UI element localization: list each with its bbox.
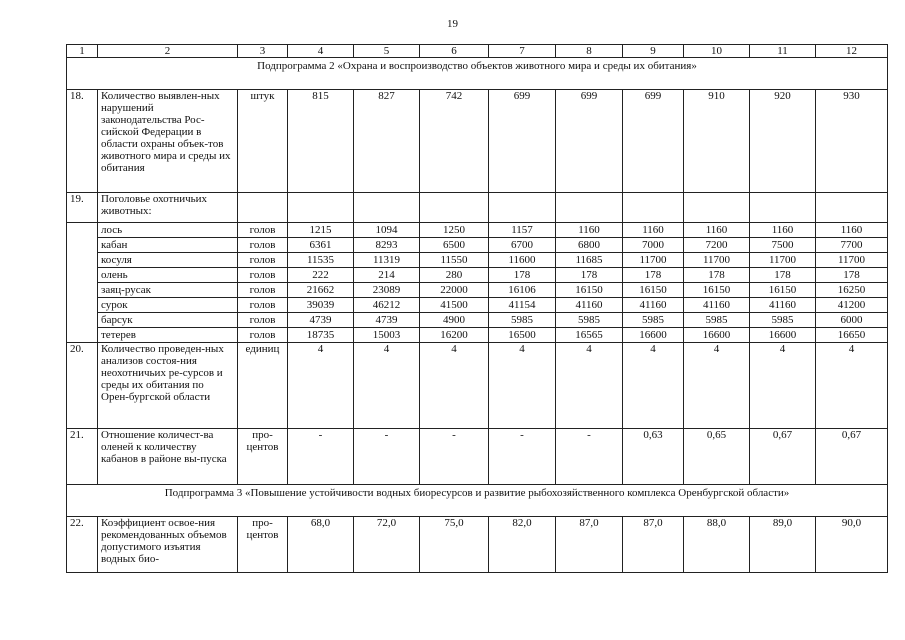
value-cell: 46212 xyxy=(354,298,420,313)
row-number: 21. xyxy=(67,429,98,485)
value-cell: 16650 xyxy=(816,328,888,343)
value-cell: 1160 xyxy=(684,223,750,238)
row-number: 19. xyxy=(67,193,98,223)
value-cell: 178 xyxy=(684,268,750,283)
column-header: 5 xyxy=(354,45,420,58)
value-cell: 16200 xyxy=(420,328,489,343)
column-header: 3 xyxy=(238,45,288,58)
value-cell: 178 xyxy=(816,268,888,283)
animal-name: тетерев xyxy=(98,328,238,343)
value-cell: 280 xyxy=(420,268,489,283)
value-cell: 11319 xyxy=(354,253,420,268)
value-cell: 5985 xyxy=(623,313,684,328)
empty-cell xyxy=(750,193,816,223)
unit: про-центов xyxy=(238,429,288,485)
value-cell: 16600 xyxy=(684,328,750,343)
empty-cell xyxy=(816,193,888,223)
value-cell: 11600 xyxy=(489,253,556,268)
value-cell: 41160 xyxy=(623,298,684,313)
value-cell: 4 xyxy=(684,343,750,429)
indicator-row-row22 xyxy=(67,517,888,573)
value-cell: 4 xyxy=(623,343,684,429)
value-cell: 22000 xyxy=(420,283,489,298)
row-number xyxy=(67,298,98,313)
value-cell: 4739 xyxy=(354,313,420,328)
row-number xyxy=(67,253,98,268)
value-cell: - xyxy=(354,429,420,485)
value-cell: 699 xyxy=(556,90,623,193)
animal-name: барсук xyxy=(98,313,238,328)
value-cell: 8293 xyxy=(354,238,420,253)
row-number xyxy=(67,328,98,343)
animal-name: кабан xyxy=(98,238,238,253)
animal-row xyxy=(67,283,888,298)
row-number xyxy=(67,268,98,283)
animal-name: лось xyxy=(98,223,238,238)
empty-cell xyxy=(354,193,420,223)
empty-cell xyxy=(489,193,556,223)
animal-name: олень xyxy=(98,268,238,283)
unit: про-центов xyxy=(238,517,288,573)
value-cell: 742 xyxy=(420,90,489,193)
value-cell: 1160 xyxy=(816,223,888,238)
indicator-name: Количество выявлен-ных нарушений законодательства Рос-сийской Федерации в области охраны объек-тов животного мира и среды их обитания xyxy=(98,90,238,193)
value-cell: 1094 xyxy=(354,223,420,238)
subprogram-title: Подпрограмма 2 «Охрана и воспроизводство объектов животного мира и среды их обитания» xyxy=(67,58,888,90)
value-cell: 15003 xyxy=(354,328,420,343)
value-cell: 1215 xyxy=(288,223,354,238)
value-cell: 6000 xyxy=(816,313,888,328)
animal-name: косуля xyxy=(98,253,238,268)
value-cell: 1160 xyxy=(623,223,684,238)
value-cell: 7700 xyxy=(816,238,888,253)
value-cell: 41154 xyxy=(489,298,556,313)
value-cell: 41160 xyxy=(556,298,623,313)
value-cell: 214 xyxy=(354,268,420,283)
value-cell: 4 xyxy=(489,343,556,429)
value-cell: 0,65 xyxy=(684,429,750,485)
column-header: 2 xyxy=(98,45,238,58)
value-cell: 4 xyxy=(750,343,816,429)
indicator-row-row20 xyxy=(67,343,888,429)
animal-row xyxy=(67,298,888,313)
value-cell: 5985 xyxy=(489,313,556,328)
indicators-table xyxy=(66,44,888,573)
value-cell: 1157 xyxy=(489,223,556,238)
value-cell: 5985 xyxy=(556,313,623,328)
value-cell: 39039 xyxy=(288,298,354,313)
value-cell: 16600 xyxy=(750,328,816,343)
unit: единиц xyxy=(238,343,288,429)
value-cell: 21662 xyxy=(288,283,354,298)
unit: голов xyxy=(238,283,288,298)
indicator-row-row19 xyxy=(67,193,888,223)
value-cell: - xyxy=(556,429,623,485)
value-cell: 82,0 xyxy=(489,517,556,573)
value-cell: 72,0 xyxy=(354,517,420,573)
unit: голов xyxy=(238,268,288,283)
value-cell: 4 xyxy=(354,343,420,429)
value-cell: 16150 xyxy=(750,283,816,298)
value-cell: 87,0 xyxy=(623,517,684,573)
value-cell: 18735 xyxy=(288,328,354,343)
animal-row xyxy=(67,223,888,238)
value-cell: 4739 xyxy=(288,313,354,328)
animal-row xyxy=(67,253,888,268)
value-cell: 930 xyxy=(816,90,888,193)
row-number: 22. xyxy=(67,517,98,573)
value-cell: 1160 xyxy=(556,223,623,238)
value-cell: 178 xyxy=(750,268,816,283)
row-number xyxy=(67,223,98,238)
value-cell: 0,67 xyxy=(750,429,816,485)
value-cell: 68,0 xyxy=(288,517,354,573)
value-cell: 41160 xyxy=(684,298,750,313)
value-cell: 0,63 xyxy=(623,429,684,485)
value-cell: 4 xyxy=(288,343,354,429)
value-cell: 23089 xyxy=(354,283,420,298)
indicator-name: Коэффициент освое-ния рекомендованных объемов допустимого изъятия водных био- xyxy=(98,517,238,573)
empty-cell xyxy=(420,193,489,223)
value-cell: 6700 xyxy=(489,238,556,253)
value-cell: 222 xyxy=(288,268,354,283)
column-header: 11 xyxy=(750,45,816,58)
value-cell: 1160 xyxy=(750,223,816,238)
animal-name: сурок xyxy=(98,298,238,313)
row-number xyxy=(67,313,98,328)
animal-name: заяц-русак xyxy=(98,283,238,298)
value-cell: 16250 xyxy=(816,283,888,298)
unit: голов xyxy=(238,223,288,238)
empty-cell xyxy=(238,193,288,223)
empty-cell xyxy=(556,193,623,223)
column-header: 6 xyxy=(420,45,489,58)
unit: голов xyxy=(238,298,288,313)
subprogram-title: Подпрограмма 3 «Повышение устойчивости водных биоресурсов и развитие рыбохозяйственного комплекса Оренбургской области» xyxy=(67,485,888,517)
value-cell: 827 xyxy=(354,90,420,193)
value-cell: 178 xyxy=(556,268,623,283)
value-cell: 16500 xyxy=(489,328,556,343)
value-cell: 89,0 xyxy=(750,517,816,573)
value-cell: - xyxy=(420,429,489,485)
column-header: 10 xyxy=(684,45,750,58)
indicator-row-row18 xyxy=(67,90,888,193)
value-cell: 4 xyxy=(420,343,489,429)
value-cell: 41160 xyxy=(750,298,816,313)
empty-cell xyxy=(288,193,354,223)
value-cell: 11685 xyxy=(556,253,623,268)
value-cell: 699 xyxy=(623,90,684,193)
value-cell: 16150 xyxy=(556,283,623,298)
value-cell: 4900 xyxy=(420,313,489,328)
value-cell: 7500 xyxy=(750,238,816,253)
value-cell: 1250 xyxy=(420,223,489,238)
value-cell: 16106 xyxy=(489,283,556,298)
value-cell: 0,67 xyxy=(816,429,888,485)
animal-row xyxy=(67,238,888,253)
value-cell: 920 xyxy=(750,90,816,193)
page-number: 19 xyxy=(447,18,458,30)
value-cell: 4 xyxy=(816,343,888,429)
row-number xyxy=(67,283,98,298)
value-cell: 178 xyxy=(623,268,684,283)
column-header: 4 xyxy=(288,45,354,58)
unit: голов xyxy=(238,313,288,328)
value-cell: 815 xyxy=(288,90,354,193)
row-number: 18. xyxy=(67,90,98,193)
indicator-name: Отношение количест-ва оленей к количеству кабанов в районе вы-пуска xyxy=(98,429,238,485)
animal-row xyxy=(67,313,888,328)
value-cell: 88,0 xyxy=(684,517,750,573)
column-header: 8 xyxy=(556,45,623,58)
column-header: 7 xyxy=(489,45,556,58)
value-cell: - xyxy=(288,429,354,485)
animal-row xyxy=(67,268,888,283)
value-cell: 90,0 xyxy=(816,517,888,573)
value-cell: 11550 xyxy=(420,253,489,268)
empty-cell xyxy=(684,193,750,223)
value-cell: 16150 xyxy=(623,283,684,298)
subprogram-row xyxy=(67,485,888,517)
unit: штук xyxy=(238,90,288,193)
value-cell: 16150 xyxy=(684,283,750,298)
value-cell: 16600 xyxy=(623,328,684,343)
indicator-name: Количество проведен-ных анализов состоя-ния неохотничьих ре-сурсов и среды их обитания по Орен-бургской области xyxy=(98,343,238,429)
value-cell: 11700 xyxy=(750,253,816,268)
animal-row xyxy=(67,328,888,343)
value-cell: 11700 xyxy=(684,253,750,268)
value-cell: 910 xyxy=(684,90,750,193)
value-cell: 41200 xyxy=(816,298,888,313)
unit: голов xyxy=(238,253,288,268)
row-number: 20. xyxy=(67,343,98,429)
value-cell: 11700 xyxy=(816,253,888,268)
value-cell: 699 xyxy=(489,90,556,193)
value-cell: 87,0 xyxy=(556,517,623,573)
value-cell: 6361 xyxy=(288,238,354,253)
value-cell: 7200 xyxy=(684,238,750,253)
value-cell: 7000 xyxy=(623,238,684,253)
empty-cell xyxy=(623,193,684,223)
column-header: 12 xyxy=(816,45,888,58)
value-cell: - xyxy=(489,429,556,485)
value-cell: 5985 xyxy=(684,313,750,328)
value-cell: 11700 xyxy=(623,253,684,268)
value-cell: 6500 xyxy=(420,238,489,253)
header-row xyxy=(67,45,888,58)
value-cell: 4 xyxy=(556,343,623,429)
value-cell: 5985 xyxy=(750,313,816,328)
value-cell: 11535 xyxy=(288,253,354,268)
value-cell: 178 xyxy=(489,268,556,283)
value-cell: 6800 xyxy=(556,238,623,253)
value-cell: 75,0 xyxy=(420,517,489,573)
indicator-row-row21 xyxy=(67,429,888,485)
column-header: 9 xyxy=(623,45,684,58)
row-number xyxy=(67,238,98,253)
subprogram-row xyxy=(67,58,888,90)
unit: голов xyxy=(238,328,288,343)
column-header: 1 xyxy=(67,45,98,58)
value-cell: 41500 xyxy=(420,298,489,313)
unit: голов xyxy=(238,238,288,253)
value-cell: 16565 xyxy=(556,328,623,343)
indicator-name: Поголовье охотничьих животных: xyxy=(98,193,238,223)
